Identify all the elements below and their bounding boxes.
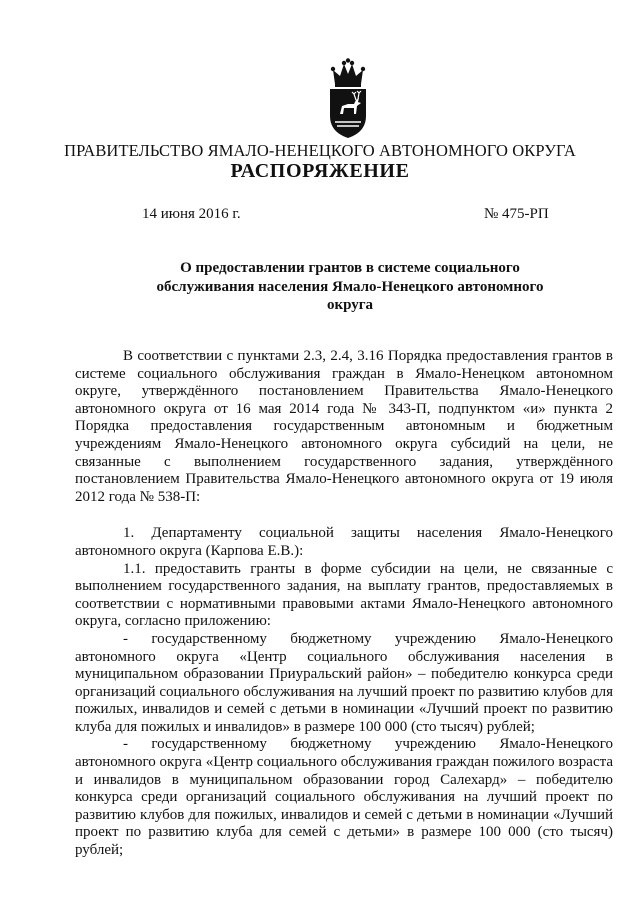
document-subject: О предоставлении грантов в системе социального обслуживания населения Ямало-Ненецкого автономного округа bbox=[156, 260, 544, 313]
document-date: 14 июня 2016 г. bbox=[142, 206, 241, 222]
coat-of-arms-icon bbox=[325, 58, 371, 140]
bullet-paragraph: - государственному бюджетному учреждению Ямало-Ненецкого автономного округа «Центр социального обслуживания населения в муниципальном образовании Приуральский район» – победителю конкурса среди организаций социального обслуживания на лучший проект по развитию клубов для пожилых, инвалидов и семей с детьми в номинации «Лучший проект по развитию клуба для пожилых и инвалидов» в размере 100 000 (сто тысяч) рублей; bbox=[75, 630, 613, 735]
document-number: № 475-РП bbox=[484, 206, 549, 222]
bullet-paragraph: - государственному бюджетному учреждению Ямало-Ненецкого автономного округа «Центр социального обслуживания граждан пожилого возраста и инвалидов в муниципальном образовании город Салехард» – победителю конкурса среди организаций социального обслуживания на лучший проект по развитию клубов для пожилых, инвалидов и семей с детьми в номинации «Лучший проект по развитию клуба для семей с детьми» в размере 100 000 (сто тысяч) рублей; bbox=[75, 736, 613, 859]
item-1-paragraph: 1. Департаменту социальной защиты населения Ямало-Ненецкого автономного округа (Карпова Е.В.): bbox=[75, 525, 613, 559]
document-body bbox=[75, 348, 613, 860]
organization-name: ПРАВИТЕЛЬСТВО ЯМАЛО-НЕНЕЦКОГО АВТОНОМНОГО ОКРУГА bbox=[64, 141, 576, 160]
document-type: РАСПОРЯЖЕНИЕ bbox=[230, 160, 410, 182]
preamble-paragraph: В соответствии с пунктами 2.3, 2.4, 3.16 Порядка предоставления грантов в системе социального обслуживания граждан в Ямало-Ненецком автономном округе, утверждённого постановлением Правительства Ямало-Ненецкого автономного округа от 16 мая 2014 года № 343-П, подпунктом «и» пункта 2 Порядка предоставления государственным автономным и бюджетным учреждениям Ямало-Ненецкого автономного округа субсидий на цели, не связанные с выполнением государственного задания, утверждённого постановлением Правительства Ямало-Ненецкого автономного округа от 19 июля 2012 года № 538-П: bbox=[75, 348, 613, 505]
item-1-1-paragraph: 1.1. предоставить гранты в форме субсидии на цели, не связанные с выполнением государственного задания, на выплату грантов, предоставляемых в соответствии с нормативными правовыми актами Ямало-Ненецкого автономного округа, согласно приложению: bbox=[75, 560, 613, 630]
